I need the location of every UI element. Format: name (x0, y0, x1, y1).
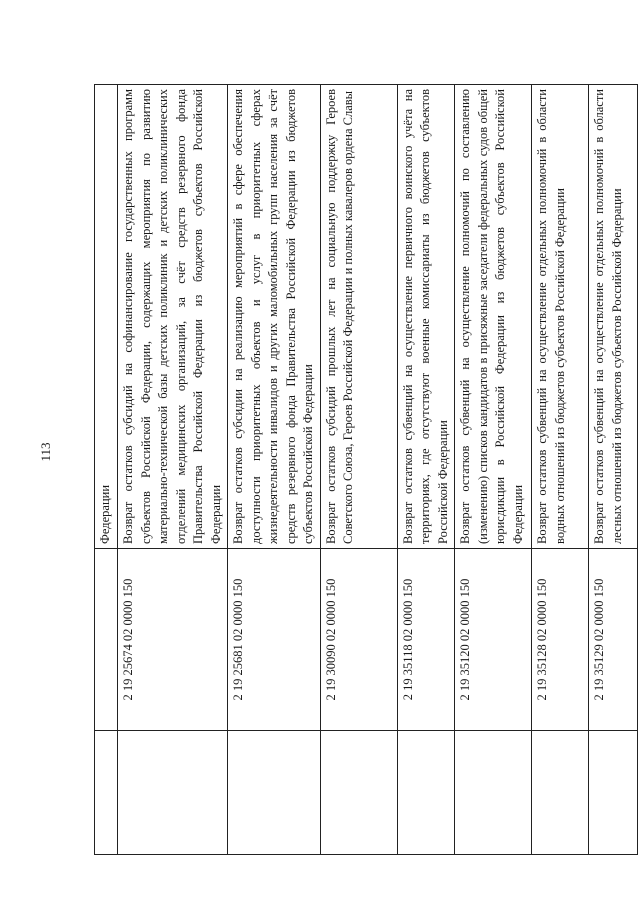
table-cell-empty (95, 549, 118, 731)
budget-description: Возврат остатков субвенций на осуществление полномочий по составлению (изменению) списков кандидатов в присяжные заседатели федеральных судов общей юрисдикции в Российской Федерации из бюджетов субъектов Российской Федерации (455, 85, 532, 549)
budget-code: 2 19 35128 02 0000 150 (532, 549, 589, 731)
budget-description: Возврат остатков субсидий на софинансирование государственных программ субъектов Российской Федерации, содержащих мероприятия по развитию материально-технической базы детских поликлиник и детских поликлинических отделений медицинских организаций, за счёт средств резервного фонда Правительства Российской Федерации из бюджетов субъектов Российской Федерации (118, 85, 228, 549)
rotated-page-content (94, 85, 624, 855)
table-cell-empty (118, 731, 228, 855)
budget-code: 2 19 35129 02 0000 150 (589, 549, 638, 731)
table-row (455, 85, 532, 855)
table-cell-empty (455, 731, 532, 855)
table-row (320, 85, 397, 855)
table-row (397, 85, 455, 855)
table-cell-empty (532, 731, 589, 855)
table-cell-empty (320, 731, 397, 855)
budget-code: 2 19 25681 02 0000 150 (228, 549, 321, 731)
table-cell-empty (95, 731, 118, 855)
table-cell-continued-text: Федерации (95, 85, 118, 549)
budget-description: Возврат остатков субсидии на реализацию мероприятий в сфере обеспечения доступности приоритетных объектов и услуг в приоритетных сферах жизнедеятельности инвалидов и других маломобильных групп населения за счёт средств резервного фонда Правительства Российской Федерации из бюджетов субъектов Российской Федерации (228, 85, 321, 549)
table-row (532, 85, 589, 855)
budget-description: Возврат остатков субвенций на осуществление отдельных полномочий в области лесных отношений из бюджетов субъектов Российской Федерации (589, 85, 638, 549)
table-row-continuation (95, 85, 118, 855)
budget-code: 2 19 30090 02 0000 150 (320, 549, 397, 731)
budget-code: 2 19 35118 02 0000 150 (397, 549, 455, 731)
table-row (228, 85, 321, 855)
table-row (589, 85, 638, 855)
table-cell-empty (397, 731, 455, 855)
budget-code: 2 19 25674 02 0000 150 (118, 549, 228, 731)
budget-codes-table (94, 84, 638, 855)
budget-description: Возврат остатков субвенций на осуществление отдельных полномочий в области водных отношений из бюджетов субъектов Российской Федерации (532, 85, 589, 549)
budget-description: Возврат остатков субсидий прошлых лет на социальную поддержку Героев Советского Союза, Героев Российской Федерации и полных кавалеров ордена Славы (320, 85, 397, 549)
budget-code: 2 19 35120 02 0000 150 (455, 549, 532, 731)
table-cell-empty (589, 731, 638, 855)
table-cell-empty (228, 731, 321, 855)
budget-description: Возврат остатков субвенций на осуществление первичного воинского учёта на территориях, где отсутствуют военные комиссариаты из бюджетов субъектов Российской Федерации (397, 85, 455, 549)
table-row (118, 85, 228, 855)
page-number: 113 (38, 442, 53, 462)
